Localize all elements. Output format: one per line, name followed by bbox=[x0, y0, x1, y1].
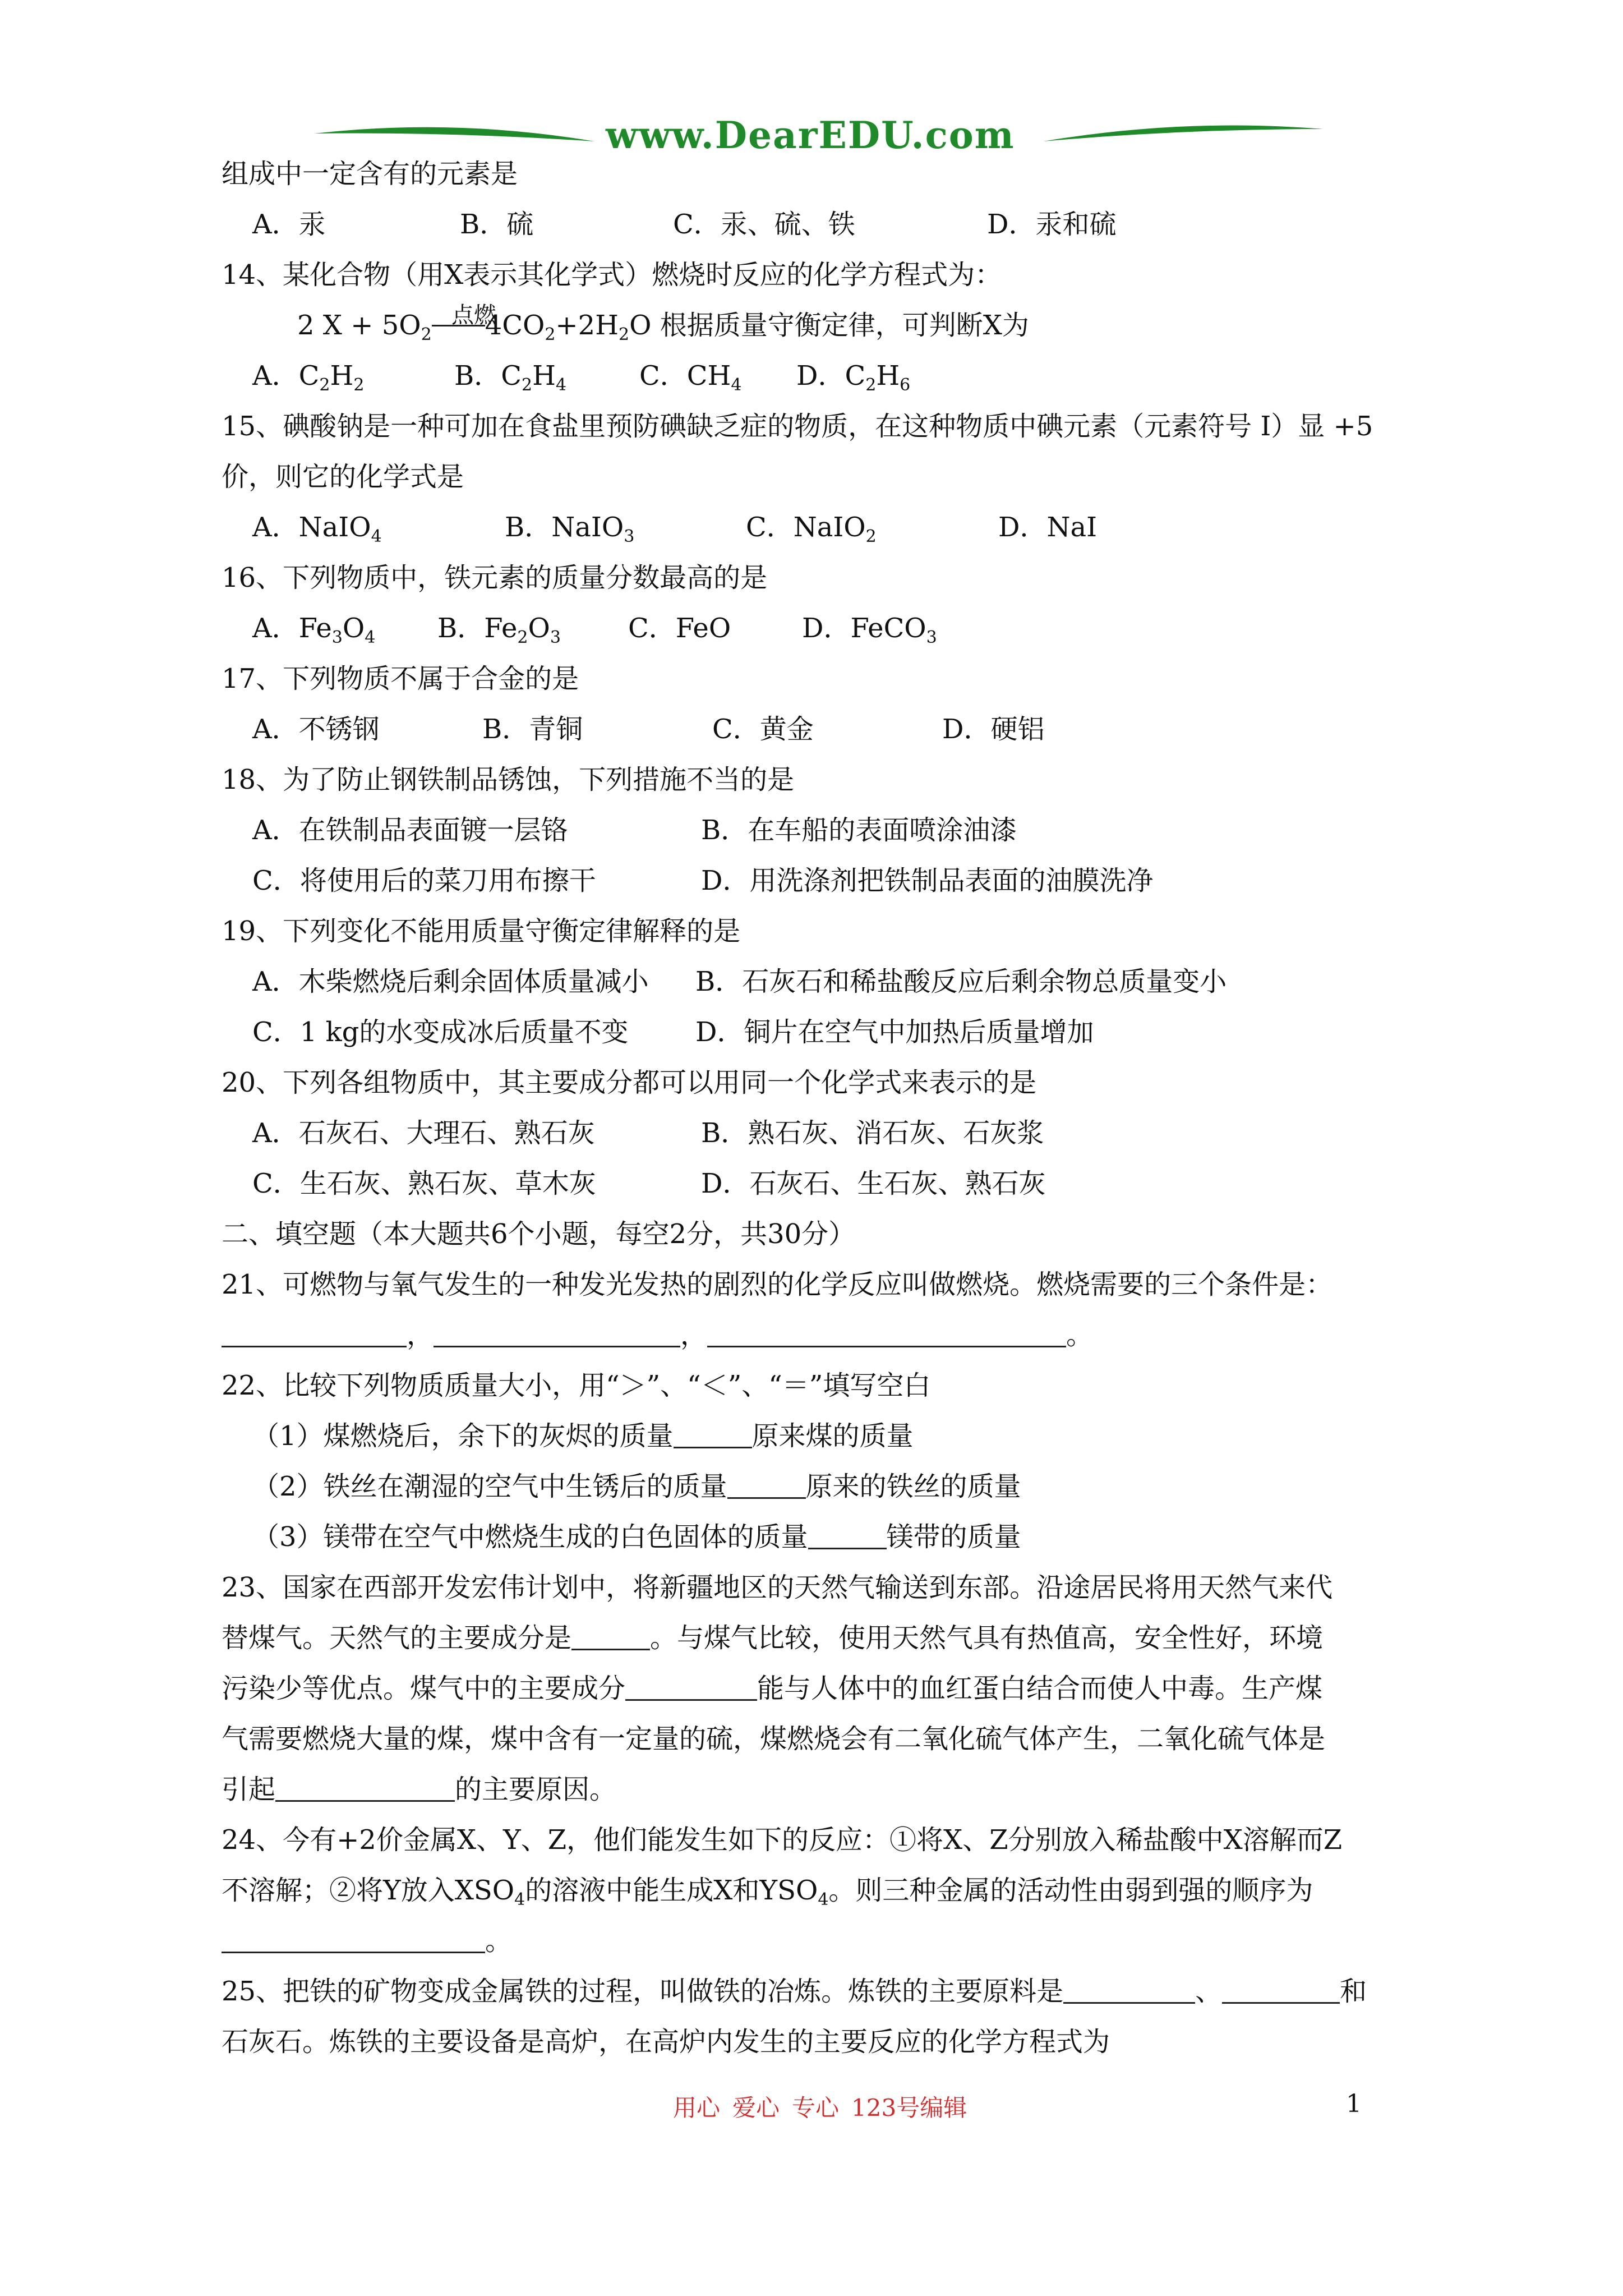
footer-text: 123号编辑 bbox=[851, 2094, 967, 2122]
option-d: D．石灰石、生石灰、熟石灰 bbox=[701, 1168, 1046, 1199]
q20-options-row2 bbox=[252, 1167, 1046, 1200]
punctuation: ， bbox=[407, 1319, 434, 1351]
question-17: 17、下列物质不属于合金的是 bbox=[222, 663, 579, 694]
equation-part: 4CO bbox=[485, 310, 545, 341]
option-text: O bbox=[342, 613, 365, 644]
subscript: 2 bbox=[353, 375, 365, 395]
subscript: 4 bbox=[818, 1890, 829, 1910]
answer-blank[interactable] bbox=[222, 1320, 407, 1347]
question-18: 18、为了防止钢铁制品锈蚀，下列措施不当的是 bbox=[222, 764, 795, 795]
option-a: A．不锈钢 bbox=[252, 714, 380, 745]
option-c: C．FeO bbox=[628, 613, 731, 644]
answer-blank[interactable] bbox=[275, 1774, 455, 1802]
option-a: A．石灰石、大理石、熟石灰 bbox=[252, 1117, 595, 1149]
q21-blanks bbox=[222, 1318, 1093, 1352]
reaction-condition: 点燃 bbox=[451, 302, 496, 328]
q18-options-row2 bbox=[252, 864, 1154, 898]
option-text: H bbox=[330, 360, 354, 392]
item-text: （1）煤燃烧后，余下的灰烬的质量 bbox=[252, 1420, 674, 1452]
subscript: 2 bbox=[619, 325, 630, 344]
page-number: 1 bbox=[1346, 2090, 1362, 2118]
punctuation: ， bbox=[680, 1319, 708, 1351]
option-c bbox=[746, 510, 998, 544]
subscript: 2 bbox=[865, 527, 877, 546]
q14-options bbox=[252, 359, 910, 393]
option-a: A．木柴燃烧后剩余固体质量减小 bbox=[252, 966, 649, 997]
answer-blank[interactable] bbox=[434, 1320, 680, 1347]
item-text: 引起 bbox=[222, 1774, 276, 1805]
option-text: H bbox=[532, 360, 556, 392]
subscript: 2 bbox=[522, 375, 533, 395]
question-14: 14、某化合物（用X表示其化学式）燃烧时反应的化学方程式为： bbox=[222, 259, 1002, 291]
option-b: B．硫 bbox=[460, 209, 534, 240]
subscript: 2 bbox=[865, 375, 877, 395]
q24-blank-line bbox=[222, 1924, 512, 1958]
option-d: D．硬铝 bbox=[942, 714, 1045, 745]
answer-blank[interactable] bbox=[674, 1421, 752, 1448]
option-text: H bbox=[876, 360, 900, 392]
item-text: 能与人体中的血红蛋白结合而使人中毒。生产煤 bbox=[757, 1673, 1323, 1704]
option-text: B．C bbox=[454, 360, 522, 392]
option-b bbox=[437, 611, 628, 645]
option-b bbox=[454, 359, 639, 393]
item-text: 和 bbox=[1340, 1976, 1367, 2007]
footer-text: 爱心 bbox=[732, 2094, 780, 2122]
option-c: C．1 kg的水变成冰后质量不变 bbox=[252, 1016, 629, 1048]
punctuation: 。 bbox=[485, 1925, 513, 1957]
question-22: 22、比较下列物质质量大小，用“＞”、“＜”、“＝”填写空白 bbox=[222, 1370, 931, 1401]
question-23-line3 bbox=[222, 1672, 1322, 1705]
item-text: 。与煤气比较，使用天然气具有热值高，安全性好，环境 bbox=[650, 1622, 1324, 1654]
q17-options bbox=[252, 712, 1045, 746]
option-text: A．Fe bbox=[252, 613, 332, 644]
option-c: C．汞、硫、铁 bbox=[673, 209, 855, 240]
option-text: C．NaIO bbox=[746, 512, 866, 543]
option-b: B．在车船的表面喷涂油漆 bbox=[701, 815, 1017, 846]
answer-blank[interactable] bbox=[571, 1623, 650, 1650]
item-text: （3）镁带在空气中燃烧生成的白色固体的质量 bbox=[252, 1521, 808, 1553]
q18-options-row1 bbox=[252, 813, 1017, 847]
footer-text: 用心 bbox=[673, 2094, 721, 2122]
option-d: D．NaI bbox=[998, 512, 1098, 543]
site-header bbox=[314, 112, 1324, 163]
question-19: 19、下列变化不能用质量守衡定律解释的是 bbox=[222, 915, 741, 947]
subscript: 3 bbox=[624, 527, 635, 546]
punctuation: 。 bbox=[1066, 1319, 1094, 1351]
section-heading: 二、填空题（本大题共6个小题，每空2分，共30分） bbox=[222, 1218, 856, 1250]
option-a: A．在铁制品表面镀一层铬 bbox=[252, 815, 568, 846]
option-text: A．NaIO bbox=[252, 512, 371, 543]
option-b: B．青铜 bbox=[482, 714, 583, 745]
item-text: 不溶解；②将Y放入XSO bbox=[222, 1875, 515, 1906]
option-c: C．生石灰、熟石灰、草木灰 bbox=[252, 1168, 596, 1199]
option-d: D．铜片在空气中加热后质量增加 bbox=[695, 1016, 1094, 1048]
subscript: 2 bbox=[517, 628, 528, 647]
option-c: C．黄金 bbox=[712, 714, 814, 745]
option-d bbox=[802, 611, 937, 645]
answer-blank[interactable] bbox=[1063, 1976, 1195, 2004]
question-23-line4: 气需要燃烧大量的煤，煤中含有一定量的硫，煤燃烧会有二氧化硫气体产生，二氧化硫气体是 bbox=[222, 1723, 1326, 1755]
item-text: 镁带的质量 bbox=[886, 1521, 1021, 1553]
subscript: 4 bbox=[371, 527, 382, 546]
option-b: B．石灰石和稀盐酸反应后剩余物总质量变小 bbox=[695, 966, 1227, 997]
option-text: A．C bbox=[252, 360, 320, 392]
option-a: A．汞 bbox=[252, 209, 326, 240]
option-a bbox=[252, 611, 437, 645]
page-footer bbox=[673, 2090, 979, 2123]
question-15-cont: 价，则它的化学式是 bbox=[222, 461, 464, 493]
option-b bbox=[505, 510, 746, 544]
subscript: 4 bbox=[365, 628, 376, 647]
q19-options-row1 bbox=[252, 965, 1227, 999]
answer-blank[interactable] bbox=[222, 1926, 485, 1953]
q13-options bbox=[252, 208, 1117, 241]
option-a bbox=[252, 510, 505, 544]
footer-text: 专心 bbox=[792, 2094, 840, 2122]
option-d: D．用洗涤剂把铁制品表面的油膜洗净 bbox=[701, 865, 1154, 896]
question-25-line2: 石灰石。炼铁的主要设备是高炉，在高炉内发生的主要反应的化学方程式为 bbox=[222, 2026, 1110, 2058]
q14-equation bbox=[297, 309, 1029, 342]
question-25 bbox=[222, 1975, 1367, 2008]
option-text: D．C bbox=[796, 360, 866, 392]
subscript: 4 bbox=[514, 1890, 525, 1910]
item-text: （2）铁丝在潮湿的空气中生锈后的质量 bbox=[252, 1471, 727, 1502]
subscript: 3 bbox=[926, 628, 937, 647]
question-24-line2 bbox=[222, 1874, 1313, 1910]
question-15: 15、碘酸钠是一种可加在食盐里预防碘缺乏症的物质，在这种物质中碘元素（元素符号 I）显 +5 bbox=[222, 411, 1373, 442]
subscript: 3 bbox=[550, 628, 561, 647]
answer-blank[interactable] bbox=[727, 1471, 806, 1499]
item-text: 原来的铁丝的质量 bbox=[805, 1471, 1021, 1502]
text-line: 组成中一定含有的元素是 bbox=[222, 158, 518, 190]
question-23-line2 bbox=[222, 1621, 1323, 1655]
question-23: 23、国家在西部开发宏伟计划中，将新疆地区的天然气输送到东部。沿途居民将用天然气来代 bbox=[222, 1572, 1333, 1603]
answer-blank[interactable] bbox=[625, 1673, 757, 1701]
equation-part: O 根据质量守衡定律，可判断X为 bbox=[629, 310, 1029, 341]
subscript: 2 bbox=[421, 325, 432, 344]
answer-blank[interactable] bbox=[1222, 1976, 1340, 2004]
subscript: 6 bbox=[900, 375, 911, 395]
q22-item-1 bbox=[252, 1419, 914, 1453]
item-text: 。则三种金属的活动性由弱到强的顺序为 bbox=[828, 1875, 1313, 1906]
option-text: C．CH bbox=[639, 360, 731, 392]
answer-blank[interactable] bbox=[808, 1522, 887, 1549]
option-d: D．汞和硫 bbox=[987, 209, 1117, 240]
item-text: 的主要原因。 bbox=[455, 1774, 617, 1805]
item-text: 25、把铁的矿物变成金属铁的过程，叫做铁的冶炼。炼铁的主要原料是 bbox=[222, 1976, 1064, 2007]
option-a bbox=[252, 359, 454, 393]
subscript: 2 bbox=[319, 375, 330, 395]
subscript: 2 bbox=[545, 325, 556, 344]
item-text: 污染少等优点。煤气中的主要成分 bbox=[222, 1673, 626, 1704]
question-16: 16、下列物质中，铁元素的质量分数最高的是 bbox=[222, 562, 768, 593]
q16-options bbox=[252, 611, 937, 645]
item-text: 的溶液中能生成X和YSO bbox=[525, 1875, 818, 1906]
option-b: B．熟石灰、消石灰、石灰浆 bbox=[701, 1117, 1044, 1149]
option-c bbox=[639, 359, 796, 393]
site-logo: www.DearEDU.com bbox=[606, 113, 1015, 157]
option-text: B．NaIO bbox=[505, 512, 624, 543]
q20-options-row1 bbox=[252, 1116, 1044, 1150]
question-23-line5 bbox=[222, 1773, 616, 1806]
question-24: 24、今有+2价金属X、Y、Z，他们能发生如下的反应：①将X、Z分别放入稀盐酸中X溶解而Z bbox=[222, 1824, 1343, 1856]
option-text: O bbox=[528, 613, 550, 644]
q22-item-2 bbox=[252, 1470, 1021, 1503]
q15-options bbox=[252, 510, 1097, 544]
item-text: 替煤气。天然气的主要成分是 bbox=[222, 1622, 572, 1654]
answer-blank[interactable] bbox=[707, 1320, 1066, 1347]
option-d bbox=[796, 359, 910, 393]
subscript: 3 bbox=[331, 628, 343, 647]
subscript: 4 bbox=[731, 375, 742, 395]
item-text: 、 bbox=[1195, 1976, 1223, 2007]
option-text: B．Fe bbox=[437, 613, 518, 644]
q22-item-3 bbox=[252, 1520, 1021, 1554]
equation-part: 2 X + 5O bbox=[297, 310, 421, 341]
question-21: 21、可燃物与氧气发生的一种发光发热的剧烈的化学反应叫做燃烧。燃烧需要的三个条件是： bbox=[222, 1269, 1333, 1300]
subscript: 4 bbox=[555, 375, 567, 395]
question-20: 20、下列各组物质中，其主要成分都可以用同一个化学式来表示的是 bbox=[222, 1067, 1037, 1098]
option-c: C．将使用后的菜刀用布擦干 bbox=[252, 865, 596, 896]
equation-part: +2H bbox=[555, 310, 619, 341]
item-text: 原来煤的质量 bbox=[751, 1420, 914, 1452]
q19-options-row2 bbox=[252, 1015, 1094, 1049]
option-text: D．FeCO bbox=[802, 613, 926, 644]
